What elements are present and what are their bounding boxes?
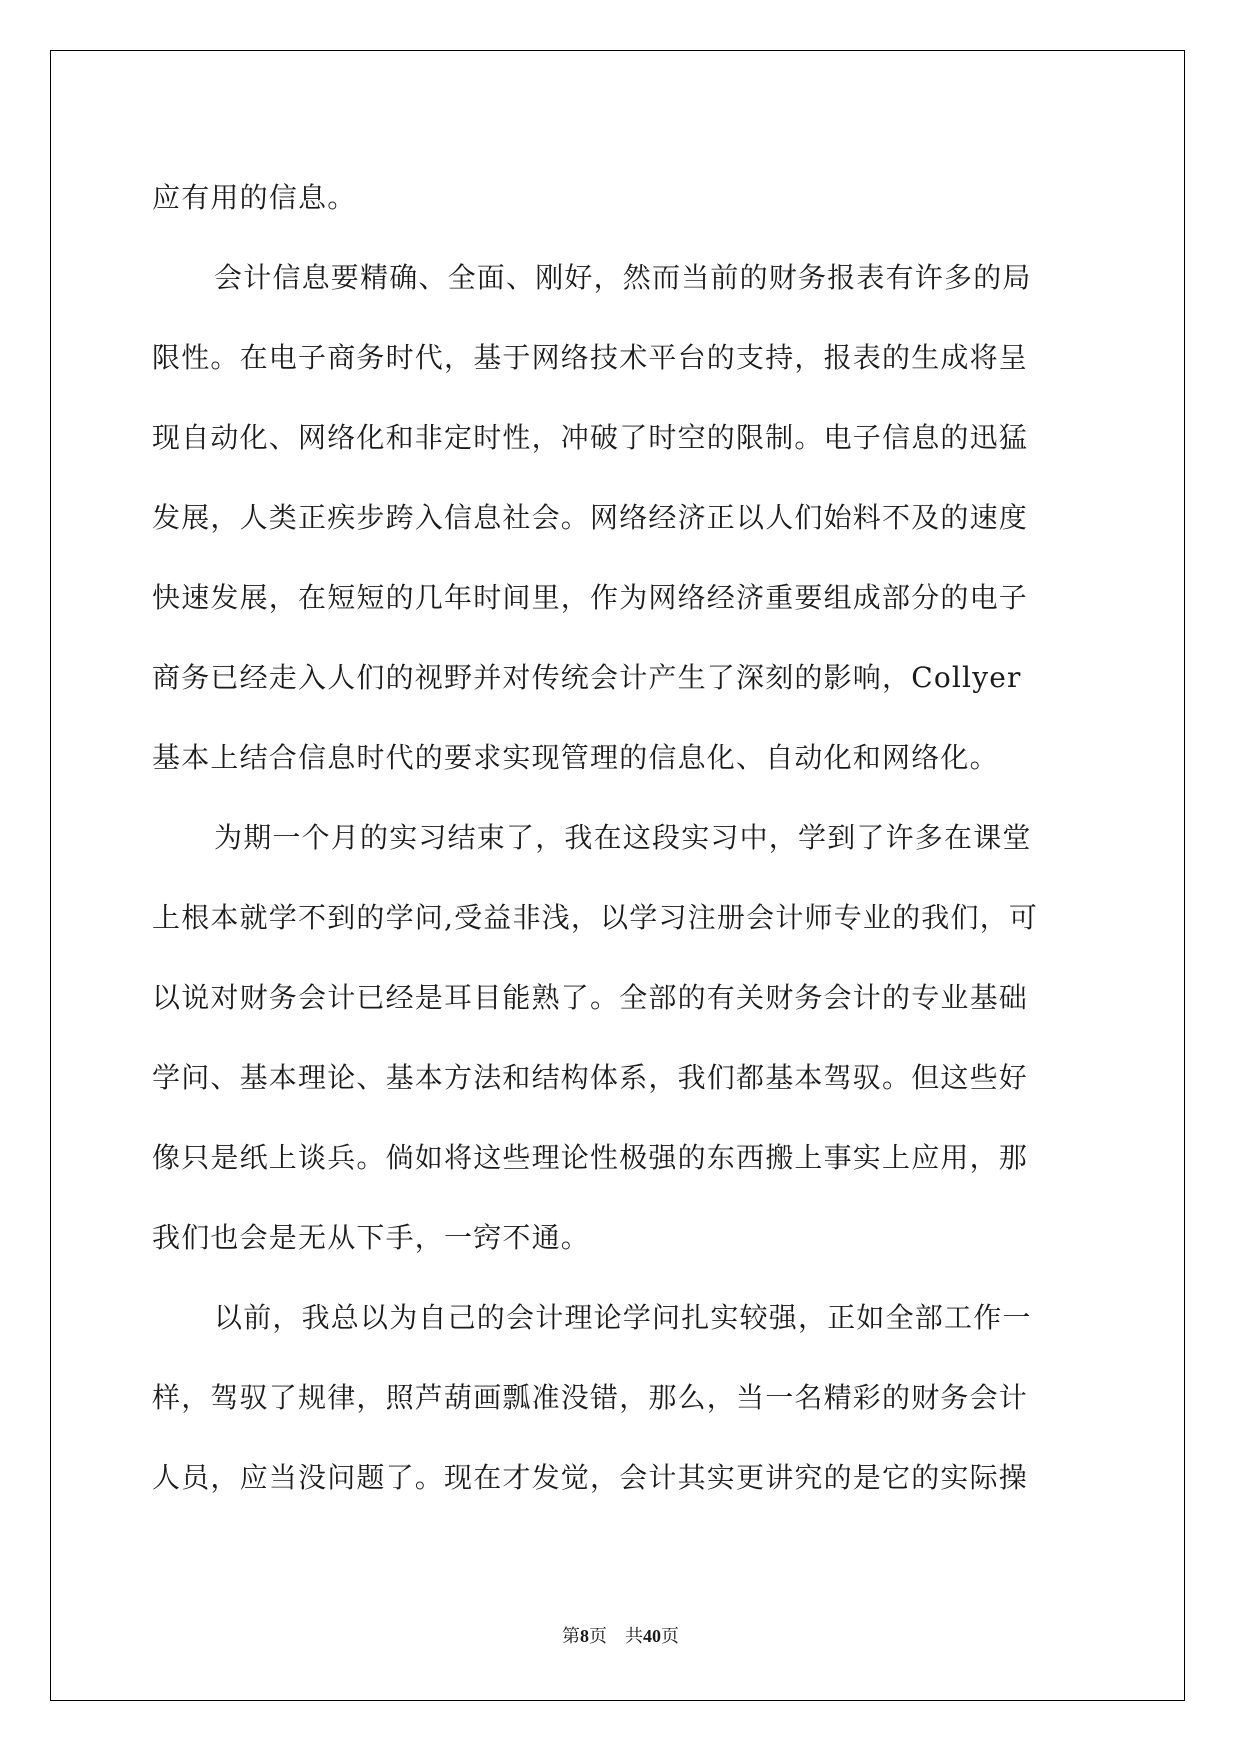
page-suffix: 页 bbox=[589, 1626, 607, 1646]
paragraph-start-line: 以前，我总以为自己的会计理论学问扎实较强，正如全部工作一 bbox=[214, 1301, 1032, 1334]
text-line: 限性。在电子商务时代，基于网络技术平台的支持，报表的生成将呈 bbox=[152, 341, 1029, 374]
text-line: 上根本就学不到的学问,受益非浅，以学习注册会计师专业的我们，可 bbox=[152, 901, 1039, 934]
total-pages: 40 bbox=[643, 1626, 661, 1646]
text-line: 现自动化、网络化和非定时性，冲破了时空的限制。电子信息的迅猛 bbox=[152, 421, 1029, 454]
text-line: 像只是纸上谈兵。倘如将这些理论性极强的东西搬上事实上应用，那 bbox=[152, 1141, 1029, 1174]
page-prefix: 第 bbox=[562, 1626, 580, 1646]
document-body bbox=[152, 158, 1087, 1518]
text-line: 人员，应当没问题了。现在才发觉，会计其实更讲究的是它的实际操 bbox=[152, 1461, 1029, 1494]
total-prefix: 共 bbox=[625, 1626, 643, 1646]
paragraph-start-line: 为期一个月的实习结束了，我在这段实习中，学到了许多在课堂 bbox=[214, 821, 1032, 854]
text-line: 快速发展，在短短的几年时间里，作为网络经济重要组成部分的电子 bbox=[152, 581, 1029, 614]
text-line: 应有用的信息。 bbox=[152, 181, 357, 214]
total-suffix: 页 bbox=[661, 1626, 679, 1646]
text-line: 发展，人类正疾步跨入信息社会。网络经济正以人们始料不及的速度 bbox=[152, 501, 1029, 534]
text-line: 商务已经走入人们的视野并对传统会计产生了深刻的影响，Collyer bbox=[152, 661, 1022, 694]
text-line: 学问、基本理论、基本方法和结构体系，我们都基本驾驭。但这些好 bbox=[152, 1061, 1029, 1094]
paragraph-start-line: 会计信息要精确、全面、刚好，然而当前的财务报表有许多的局 bbox=[214, 261, 1032, 294]
text-line: 我们也会是无从下手，一窍不通。 bbox=[152, 1221, 591, 1254]
text-line: 样，驾驭了规律，照芦葫画瓢准没错，那么，当一名精彩的财务会计 bbox=[152, 1381, 1029, 1414]
text-line: 基本上结合信息时代的要求实现管理的信息化、自动化和网络化。 bbox=[152, 741, 999, 774]
page-footer bbox=[0, 1622, 1241, 1648]
page-number: 8 bbox=[580, 1626, 589, 1646]
text-line: 以说对财务会计已经是耳目能熟了。全部的有关财务会计的专业基础 bbox=[152, 981, 1029, 1014]
